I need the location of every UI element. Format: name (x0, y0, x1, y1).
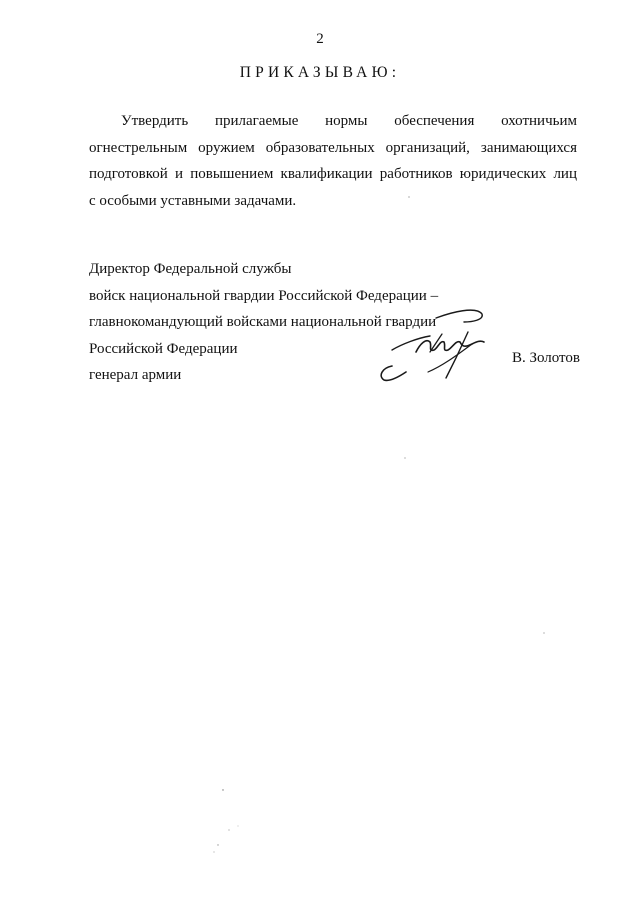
body-line: огнестрельным оружием образовательных организаций, занимающихся (89, 139, 577, 156)
page-number: 2 (316, 31, 324, 47)
signatory-name: В. Золотов (511, 350, 580, 366)
order-body (89, 108, 577, 214)
signatory-position-line: Директор Федеральной службы (89, 261, 292, 277)
handwritten-signature (372, 300, 492, 390)
body-line: Утвердить прилагаемые нормы обеспечения охотничьим (121, 113, 577, 129)
body-line: с особыми уставными задачами. (89, 192, 297, 209)
signatory-position-line: главнокомандующий войсками национальной гвардии (89, 314, 437, 330)
body-line: подготовкой и повышением квалификации работников юридических лиц (89, 166, 577, 182)
signatory-position-line: войск национальной гвардии Российской Федерации – (89, 287, 439, 304)
signatory-position-line: генерал армии (89, 367, 182, 383)
order-heading: ПРИКАЗЫВАЮ: (239, 64, 401, 81)
signatory-position-line: Российской Федерации (89, 340, 238, 357)
